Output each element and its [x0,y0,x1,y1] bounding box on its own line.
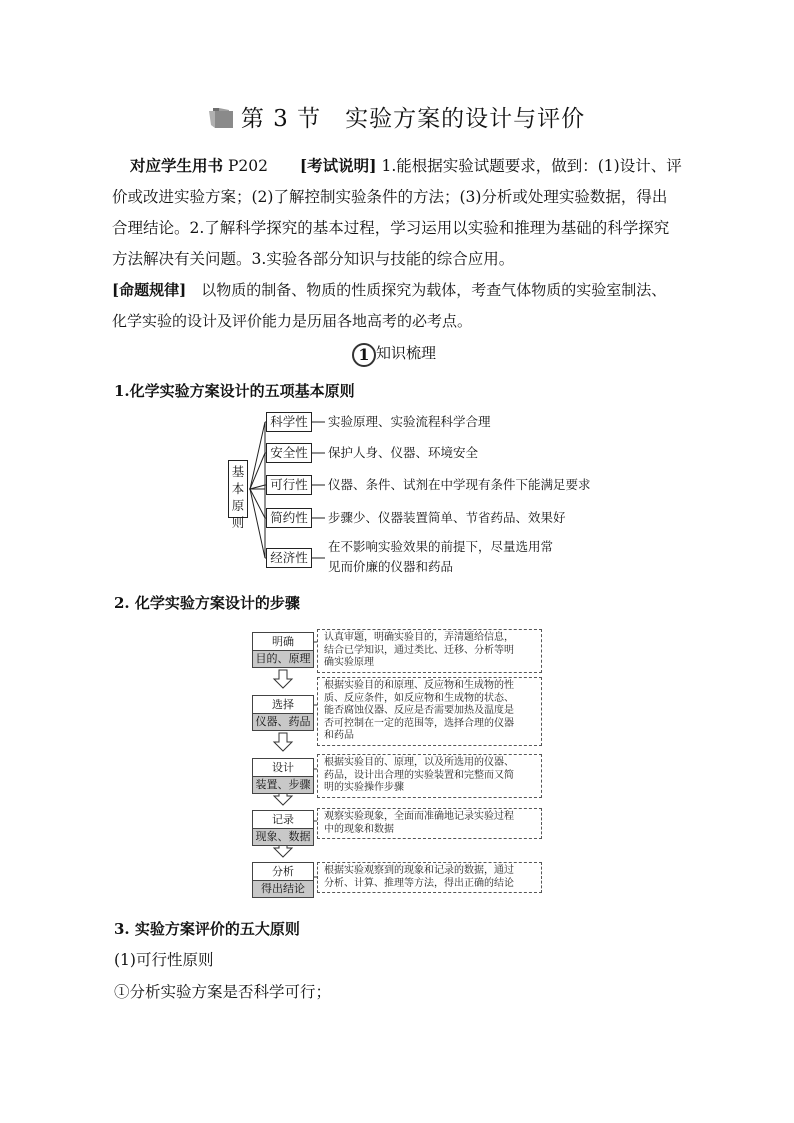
rule-line-1: 以物质的制备、物质的性质探究为载体，考查气体物质的实验室制法、 [186,281,667,299]
section3-heading: 3. 实验方案评价的五大原则 [114,920,300,938]
step-2-box: 选择 仪器、药品 [252,695,314,731]
principle-desc-5: 在不影响实验效果的前提下，尽量选用常 见而价廉的仪器和药品 [328,539,554,574]
principle-desc-2: 保护人身、仪器、环境安全 [328,445,479,460]
principle-box-3: 可行性 [266,475,312,495]
exam-label: [考试说明] [299,156,377,175]
step-3-box: 设计 装置、步骤 [252,758,314,794]
book-icon [209,108,233,128]
section1-heading: 1.化学实验方案设计的五项基本原则 [114,382,355,400]
principle-box-2: 安全性 [266,443,312,463]
knowledge-heading [352,342,436,367]
intro-line-1: 1.能根据实验试题要求，做到：(1)设计、评 [381,157,682,175]
page-title [0,100,794,133]
principle-box-4: 简约性 [266,508,312,528]
step-1-box: 明确 目的、原理 [252,632,314,668]
step-1-desc: 认真审题，明确实验目的，弄清题给信息， 结合已学知识，通过类比、迁移、分析等明 确实验原理 [317,629,542,673]
ref-page: P202 [227,157,268,175]
knowledge-label: 知识梳理 [376,344,437,362]
step-5-box: 分析 得出结论 [252,862,314,898]
section3-sub1: (1)可行性原则 [114,951,214,969]
principle-box-1: 科学性 [266,412,312,432]
intro-line-3: 合理结论。2.了解科学探究的基本过程，学习运用以实验和推理为基础的科学探究 [112,219,670,237]
step-4-box: 记录 现象、数据 [252,810,314,846]
step-3-desc: 根据实验目的、原理，以及所选用的仪器、 药品，设计出合理的实验装置和完整而又简 明的实验操作步骤 [317,754,542,798]
section2-heading: 2. 化学实验方案设计的步骤 [114,594,300,612]
principle-desc-1: 实验原理、实验流程科学合理 [328,414,491,429]
step-4-desc: 观察实验现象，全面而准确地记录实验过程 中的现象和数据 [317,808,542,839]
principle-desc-4: 步骤少、仪器装置简单、节省药品、效果好 [328,510,566,525]
intro-line-2: 价或改进实验方案；(2)了解控制实验条件的方法；(3)分析或处理实验数据，得出 [112,188,668,206]
rule-line-2: 化学实验的设计及评价能力是历届各地高考的必考点。 [112,312,473,330]
section3-item1: ①分析实验方案是否科学可行； [114,983,332,1001]
rule-label: [命题规律] [112,281,187,299]
intro-line-4: 方法解决有关问题。3.实验各部分知识与技能的综合应用。 [112,250,515,268]
principle-box-5: 经济性 [266,548,312,568]
step-2-desc: 根据实验目的和原理、反应物和生成物的性 质、反应条件，如反应物和生成物的状态、 能否腐蚀仪器、反应是否需要加热及温度是 否可控制在一定的范围等，选择合理的仪器 和药品 [317,677,542,746]
ref-label: 对应学生用书 [130,156,224,175]
principle-desc-3: 仪器、条件、试剂在中学现有条件下能满足要求 [328,477,591,492]
circled-number-icon: 1 [352,343,376,367]
title-text: 第 3 节 实验方案的设计与评价 [240,106,586,132]
step-5-desc: 根据实验观察到的现象和记录的数据，通过 分析、计算、推理等方法，得出正确的结论 [317,862,542,893]
intro-paragraph [112,150,712,337]
principles-root-box: 基本原则 [228,460,248,518]
